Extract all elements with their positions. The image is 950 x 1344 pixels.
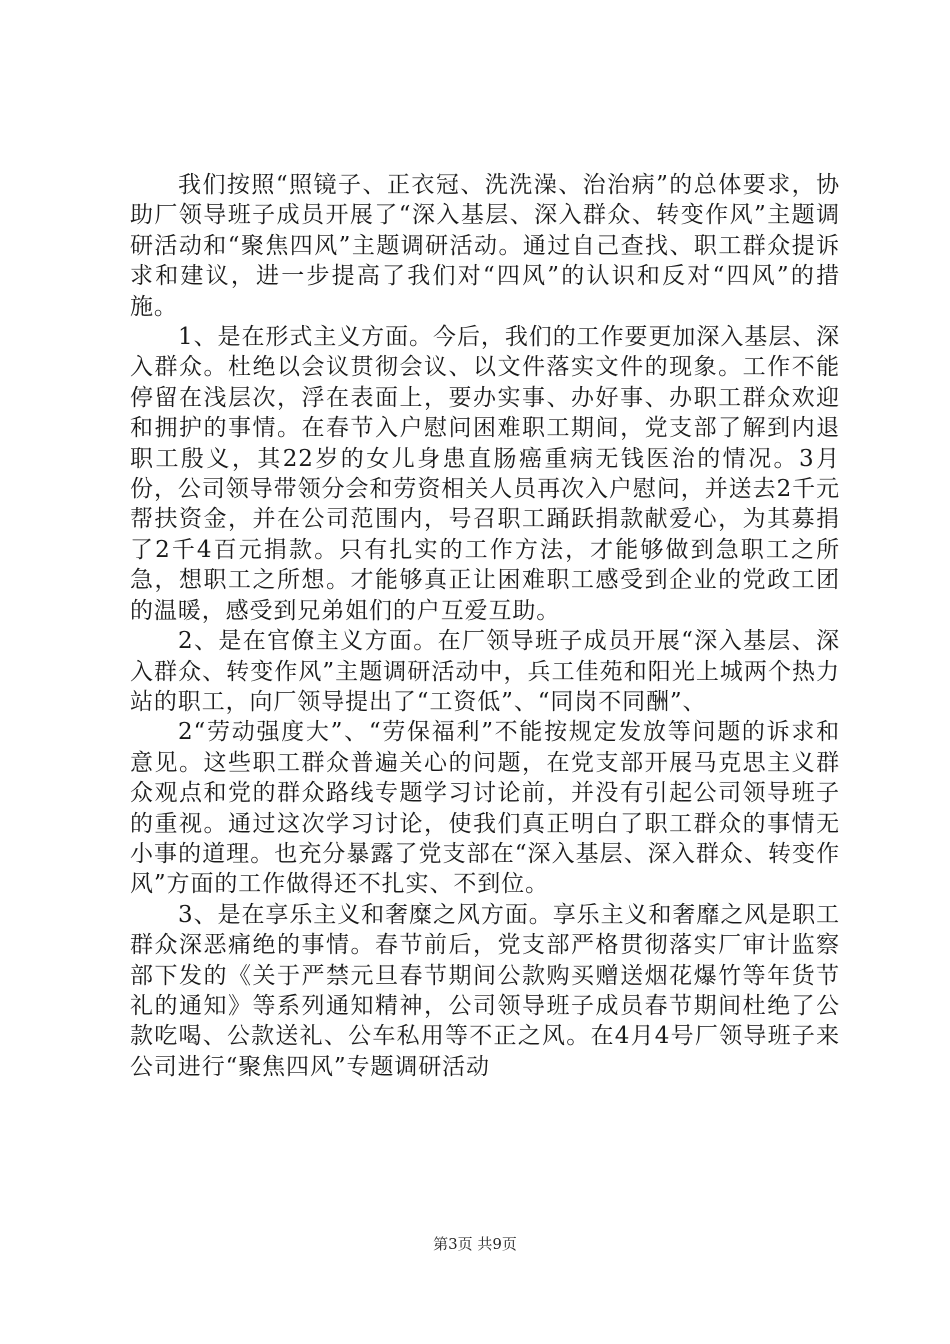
page-footer: 第3页 共9页 xyxy=(433,1235,517,1253)
paragraph-formalism: 1、是在形式主义方面。今后，我们的工作要更加深入基层、深入群众。杜绝以会议贯彻会议、以文件落实文件的现象。工作不能停留在浅层次，浮在表面上，要办实事、办好事、办职工群众欢迎和拥护的事情。在春节入户慰问困难职工期间，党支部了解到内退职工殷义，其22岁的女儿身患直肠癌重病无钱医治的情况。3月份，公司领导带领分会和劳资相关人员再次入户慰问，并送去2千元帮扶资金，并在公司范围内，号召职工踊跃捐款献爱心，为其募捐了2千4百元捐款。只有扎实的工作方法，才能够做到急职工之所急，想职工之所想。才能够真正让困难职工感受到企业的党政工团的温暖，感受到兄弟姐们的户互爱互助。 xyxy=(130,324,840,624)
paragraph-bureaucratism-continued: 2“劳动强度大”、“劳保福利”不能按规定发放等问题的诉求和意见。这些职工群众普遍关心的问题，在党支部开展马克思主义群众观点和党的群众路线专题学习讨论前，并没有引起公司领导班子的重视。通过这次学习讨论，使我们真正明白了职工群众的事情无小事的道理。也充分暴露了党支部在“深入基层、深入群众、转变作风”方面的工作做得还不扎实、不到位。 xyxy=(130,719,840,898)
paragraph-hedonism: 3、是在享乐主义和奢糜之风方面。享乐主义和奢靡之风是职工群众深恶痛绝的事情。春节前后，党支部严格贯彻落实厂审计监察部下发的《关于严禁元旦春节期间公款购买赠送烟花爆竹等年货节礼的通知》等系列通知精神，公司领导班子成员春节期间杜绝了公款吃喝、公款送礼、公车私用等不正之风。在4月4号厂领导班子来公司进行“聚焦四风”专题调研活动 xyxy=(130,901,840,1080)
paragraph-intro: 我们按照“照镜子、正衣冠、洗洗澡、治治病”的总体要求，协助厂领导班子成员开展了“深入基层、深入群众、转变作风”主题调研活动和“聚焦四风”主题调研活动。通过自己查找、职工群众提诉求和建议，进一步提高了我们对“四风”的认识和反对“四风”的措施。 xyxy=(130,172,840,320)
paragraph-bureaucratism: 2、是在官僚主义方面。在厂领导班子成员开展“深入基层、深入群众、转变作风”主题调研活动中，兵工佳苑和阳光上城两个热力站的职工，向厂领导提出了“工资低”、“同岗不同酬”、 xyxy=(130,628,840,715)
document-body xyxy=(130,170,840,1082)
